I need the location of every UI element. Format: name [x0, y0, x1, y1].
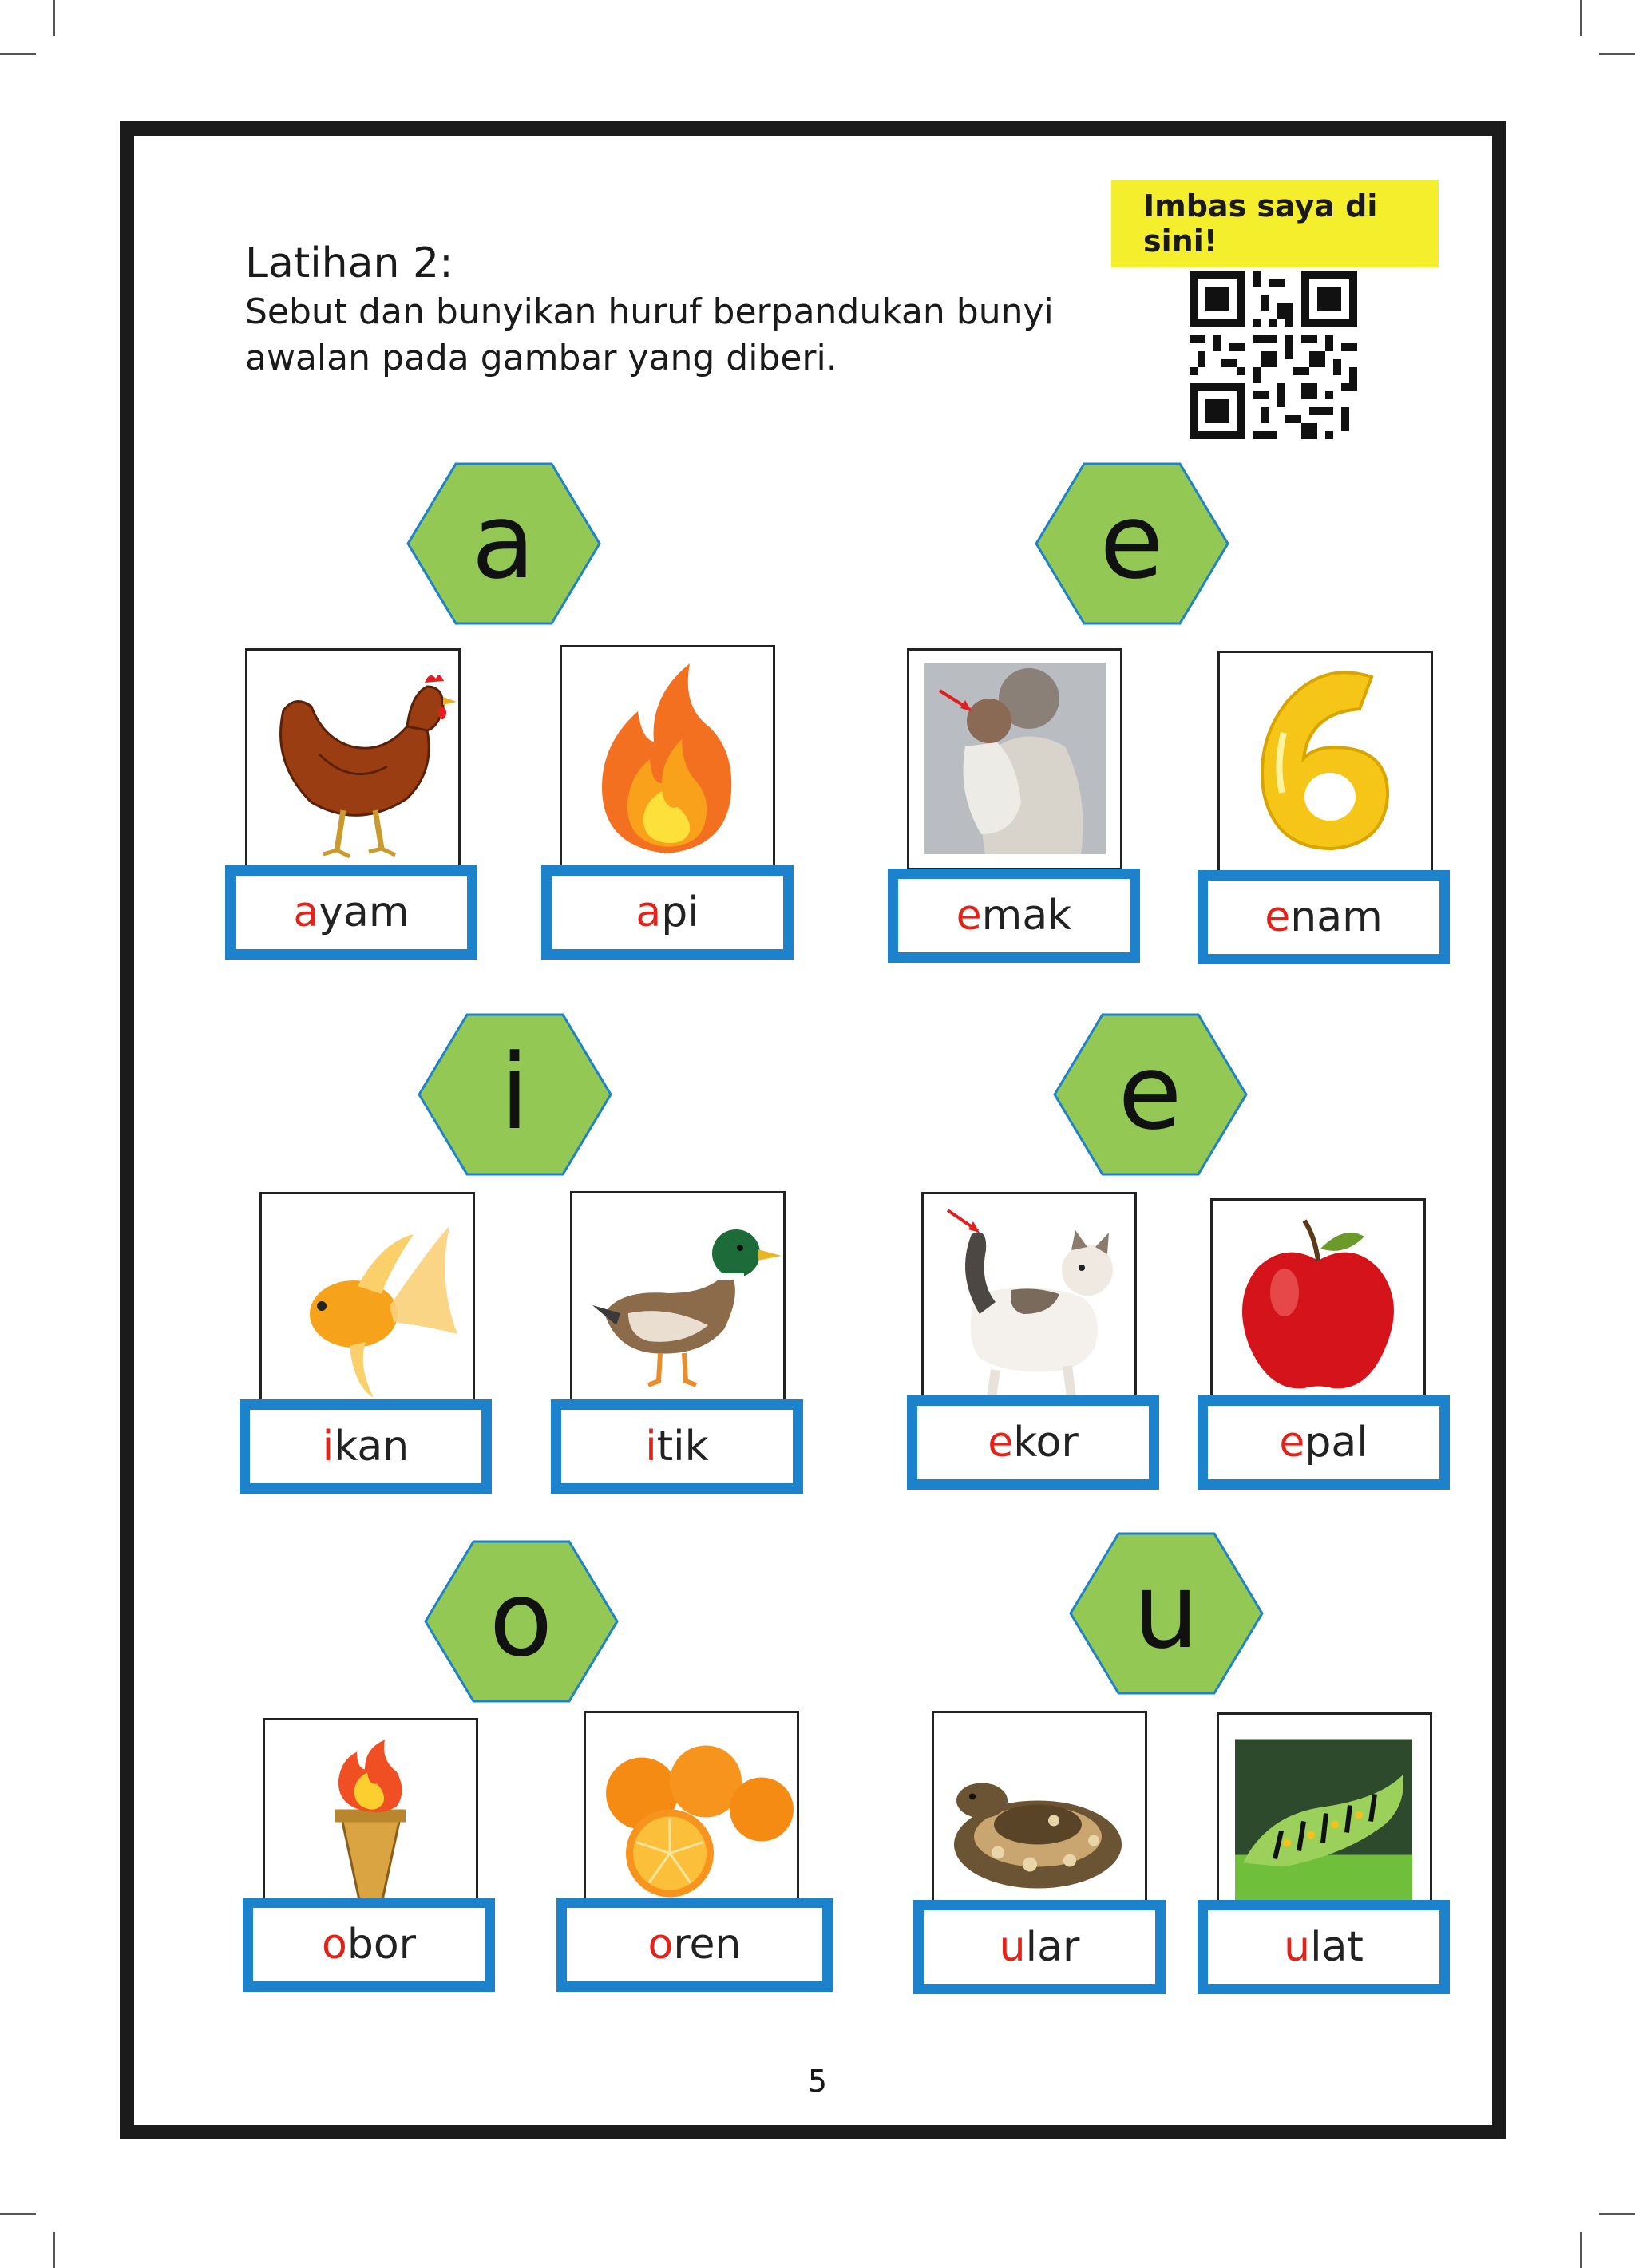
picture-card — [907, 648, 1122, 870]
crop-mark — [0, 2213, 36, 2215]
snake-icon — [934, 1713, 1145, 1928]
word-initial: i — [322, 1423, 335, 1470]
word-label — [225, 865, 477, 960]
qr-code-icon[interactable] — [1190, 271, 1357, 439]
picture-card — [584, 1711, 799, 1901]
word-initial: e — [956, 892, 982, 940]
hen-icon — [247, 651, 458, 865]
goldfish-icon — [262, 1194, 473, 1409]
letter-hexagon — [423, 1539, 619, 1707]
picture-card — [1210, 1198, 1426, 1399]
word-rest: ren — [673, 1921, 742, 1969]
letter-hexagon — [417, 1012, 612, 1180]
word-initial: u — [999, 1923, 1026, 1971]
word-rest: lar — [1025, 1923, 1080, 1971]
crop-mark — [53, 0, 55, 36]
hexagon-letter: e — [1118, 1031, 1182, 1153]
word-rest: tik — [656, 1423, 709, 1470]
word-initial: e — [988, 1419, 1014, 1466]
picture-card — [570, 1191, 786, 1405]
crop-mark — [53, 2232, 55, 2268]
word-initial: a — [635, 889, 662, 936]
word-initial: o — [321, 1921, 347, 1969]
word-rest: nam — [1290, 893, 1383, 941]
word-initial: a — [293, 889, 319, 936]
mother-icon — [909, 651, 1120, 865]
orange-icon — [586, 1713, 797, 1928]
hexagon-letter: i — [500, 1031, 529, 1153]
caterpillar-icon — [1219, 1715, 1430, 1930]
cat-tail-icon — [924, 1194, 1134, 1409]
word-rest: bor — [346, 1921, 417, 1969]
word-label — [1198, 870, 1450, 964]
picture-card — [245, 648, 461, 869]
exercise-title: Latihan 2: — [245, 239, 453, 287]
word-initial: i — [645, 1423, 657, 1470]
picture-card — [560, 645, 775, 870]
duck-icon — [572, 1193, 783, 1408]
hexagon-letter: u — [1133, 1550, 1199, 1672]
word-label — [1198, 1395, 1450, 1490]
picture-card — [263, 1718, 478, 1902]
crop-mark — [1599, 53, 1635, 55]
picture-card — [932, 1711, 1147, 1902]
fire-icon — [562, 647, 773, 862]
word-rest: lat — [1310, 1923, 1364, 1971]
word-label — [556, 1898, 833, 1992]
hexagon-letter: e — [1099, 481, 1164, 602]
word-label — [907, 1395, 1159, 1490]
word-label — [913, 1900, 1166, 1994]
crop-mark — [1599, 2213, 1635, 2215]
word-rest: yam — [319, 889, 410, 936]
hexagon-letter: o — [489, 1558, 553, 1680]
word-rest: pi — [661, 889, 699, 936]
picture-card — [1217, 1712, 1432, 1902]
word-rest: mak — [981, 892, 1072, 940]
letter-hexagon — [1068, 1531, 1264, 1699]
word-rest: kor — [1013, 1419, 1079, 1466]
word-label — [1198, 1900, 1450, 1994]
picture-card — [1217, 651, 1433, 873]
hexagon-letter: a — [471, 481, 536, 602]
word-label — [551, 1399, 803, 1494]
letter-hexagon — [406, 461, 601, 629]
word-rest: kan — [334, 1423, 410, 1470]
qr-banner: Imbas saya di sini! — [1111, 180, 1439, 267]
picture-card — [921, 1192, 1137, 1403]
instruction-line: awalan pada gambar yang diberi. — [245, 338, 837, 378]
crop-mark — [1580, 0, 1582, 36]
word-initial: u — [1284, 1923, 1311, 1971]
exercise-instruction — [245, 289, 1083, 382]
word-label — [541, 865, 794, 960]
letter-hexagon — [1034, 461, 1229, 629]
number-six-icon — [1220, 653, 1431, 868]
word-label — [243, 1898, 495, 1992]
word-initial: e — [1279, 1419, 1305, 1466]
crop-mark — [0, 53, 36, 55]
instruction-line: Sebut dan bunyikan huruf berpandukan bunyi — [245, 291, 1054, 332]
word-label — [240, 1399, 492, 1494]
word-rest: pal — [1304, 1419, 1368, 1466]
word-initial: o — [647, 1921, 674, 1969]
picture-card — [259, 1192, 475, 1404]
word-label — [888, 869, 1140, 963]
word-initial: e — [1265, 893, 1291, 941]
apple-icon — [1213, 1201, 1423, 1415]
page-number: 5 — [807, 2064, 828, 2099]
crop-mark — [1580, 2232, 1582, 2268]
letter-hexagon — [1052, 1012, 1248, 1180]
